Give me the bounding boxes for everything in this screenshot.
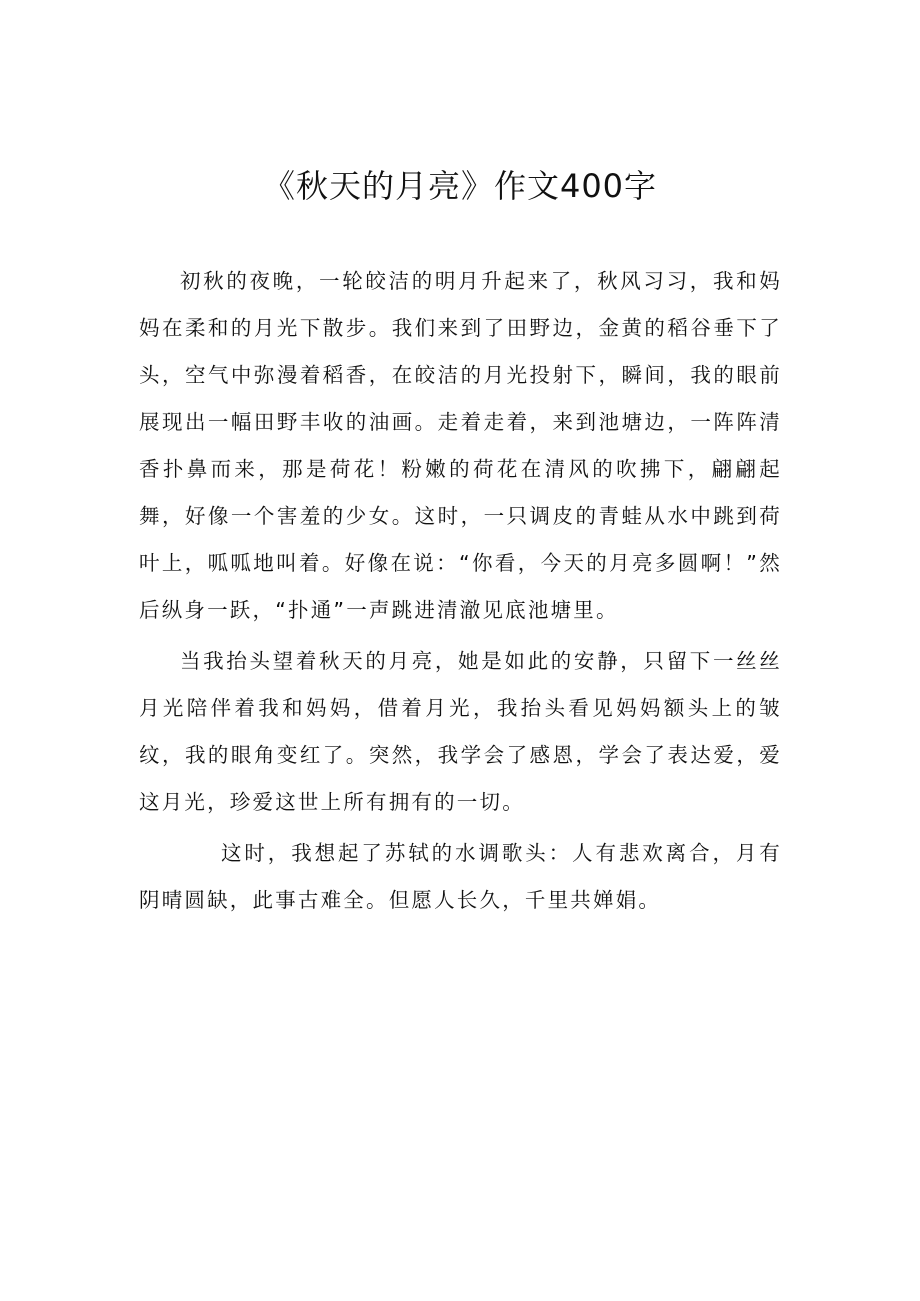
paragraph-2: 当我抬头望着秋天的月亮，她是如此的安静，只留下一丝丝月光陪伴着我和妈妈，借着月光，我抬头看见妈妈额头上的皱纹，我的眼角变红了。突然，我学会了感恩，学会了表达爱，爱这月光，珍爱这世上所有拥有的一切。 xyxy=(139,649,782,814)
paragraph-1: 初秋的夜晚，一轮皎洁的明月升起来了，秋风习习，我和妈妈在柔和的月光下散步。我们来到了田野边，金黄的稻谷垂下了头，空气中弥漫着稻香，在皎洁的月光投射下，瞬间，我的眼前展现出一幅田野丰收的油画。走着走着，来到池塘边，一阵阵清香扑鼻而来，那是荷花！粉嫩的荷花在清风的吹拂下，翩翩起舞，好像一个害羞的少女。这时，一只调皮的青蛙从水中跳到荷叶上，呱呱地叫着。好像在说：“你看，今天的月亮多圆啊！”然后纵身一跃，“扑通”一声跳进清澈见底池塘里。 xyxy=(139,269,782,622)
document-title: 《秋天的月亮》作文400字 xyxy=(262,167,658,205)
document-body xyxy=(139,258,782,924)
paragraph-3: 这时，我想起了苏轼的水调歌头：人有悲欢离合，月有阴晴圆缺，此事古难全。但愿人长久，千里共婵娟。 xyxy=(139,841,782,912)
